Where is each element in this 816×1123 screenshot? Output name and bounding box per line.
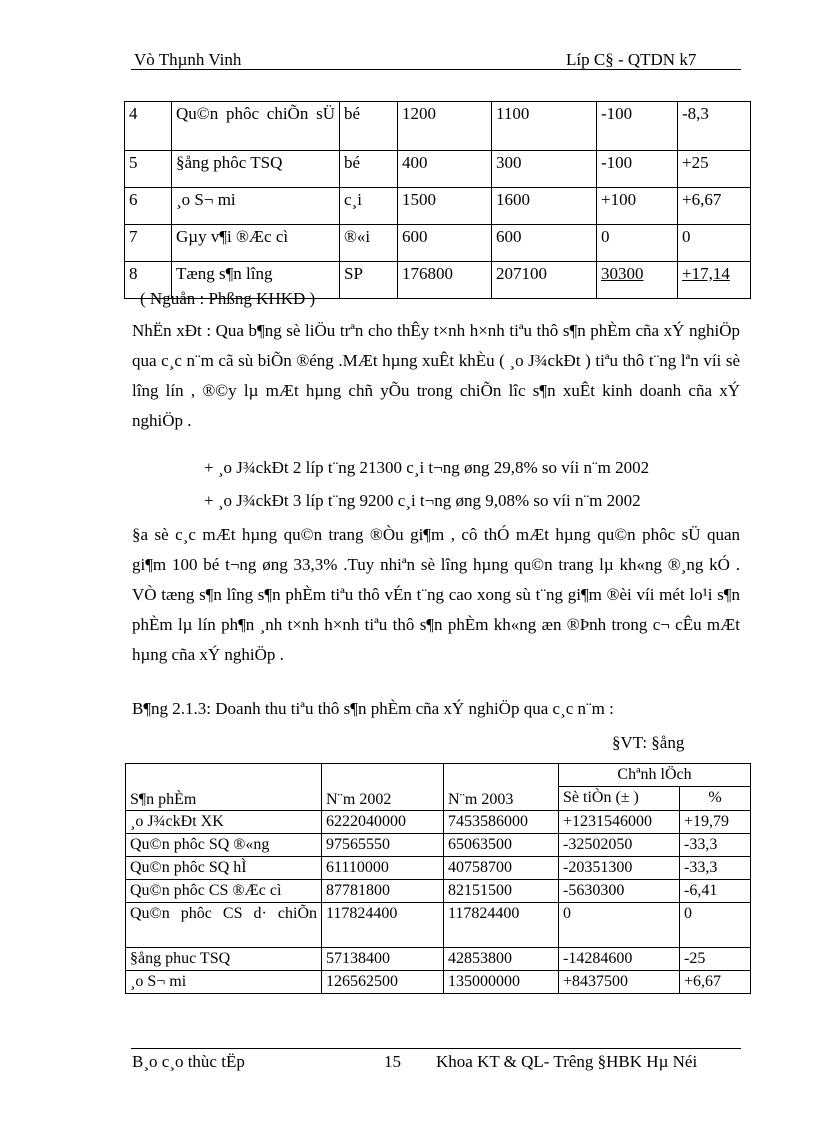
- source-note: ( Nguån : Phßng KHKD ): [140, 289, 316, 308]
- table-cell: c¸i: [340, 188, 398, 225]
- table-cell: 1100: [492, 102, 597, 151]
- table-cell: 61110000: [322, 857, 444, 880]
- table-cell: 82151500: [444, 880, 559, 903]
- table-cell: +1231546000: [559, 811, 680, 834]
- table-cell: 4: [125, 102, 172, 151]
- table-cell: [678, 262, 751, 299]
- table-cell: Qu©n phôc SQ ®«ng: [126, 834, 322, 857]
- table-row: [126, 834, 751, 857]
- table-cell: ¸o J¾ckÐt XK: [126, 811, 322, 834]
- table-cell: 400: [398, 151, 492, 188]
- table-cell: Qu©n phôc SQ hÌ: [126, 857, 322, 880]
- table-cell: -100: [597, 151, 678, 188]
- table-cell: 7453586000: [444, 811, 559, 834]
- table-cell: -20351300: [559, 857, 680, 880]
- bullet-item: + ¸o J¾ckÐt 3 líp t¨ng 9200 c¸i t¬ng øng 9,08% so víi n¨m 2002: [204, 491, 641, 510]
- header-difference: Chªnh lÖch: [559, 764, 751, 787]
- table-row: [126, 857, 751, 880]
- unit-note: §VT: §ång: [612, 733, 685, 752]
- table-cell: Qu©n phôc chiÕn sÜ: [172, 102, 340, 151]
- table-row: [126, 948, 751, 971]
- header-year-2003: N¨m 2003: [444, 764, 559, 811]
- table-cell: +6,67: [678, 188, 751, 225]
- observation-paragraph: NhËn xÐt : Qua b¶ng sè liÖu trªn cho thÊy t×nh h×nh tiªu thô s¶n phÈm cña xÝ nghiÖp qua c¸c n¨m cã sù biÕn ®éng .MÆt hµng xuÊt khÈu ( ¸o J¾ckÐt ) tiªu thô t¨ng lªn víi sè lîng lín , ®©y lµ mÆt hµng chñ yÕu trong chiÕn lîc s¶n xuÊt kinh doanh cña xÝ nghiÖp .: [132, 321, 740, 430]
- table-cell: 117824400: [322, 903, 444, 948]
- table-cell: -100: [597, 102, 678, 151]
- table-row: [125, 188, 751, 225]
- product-quantity-table: [124, 101, 751, 299]
- table-row: [126, 811, 751, 834]
- table-cell: 1500: [398, 188, 492, 225]
- header-author: Vò Thµnh Vinh: [134, 50, 242, 69]
- table-cell: §ång phuc TSQ: [126, 948, 322, 971]
- table-cell: ®«i: [340, 225, 398, 262]
- table-cell: 600: [492, 225, 597, 262]
- table-cell: 8: [125, 262, 172, 299]
- table-cell: 40758700: [444, 857, 559, 880]
- table-cell: -8,3: [678, 102, 751, 151]
- table-cell: -5630300: [559, 880, 680, 903]
- table-cell: +25: [678, 151, 751, 188]
- revenue-table: [125, 763, 751, 994]
- table-cell: -14284600: [559, 948, 680, 971]
- table-cell: -6,41: [680, 880, 751, 903]
- table-cell: Tæng s¶n lîng: [172, 262, 340, 299]
- table-cell: 600: [398, 225, 492, 262]
- header-percent: %: [680, 787, 751, 811]
- page-number: 15: [384, 1052, 401, 1071]
- table-cell: 1600: [492, 188, 597, 225]
- table-cell: 0: [680, 903, 751, 948]
- table-cell: ¸o S¬ mi: [126, 971, 322, 994]
- table-cell: 6: [125, 188, 172, 225]
- table-cell: Qu©n phôc CS ®Æc cì: [126, 880, 322, 903]
- table-cell: 117824400: [444, 903, 559, 948]
- table-cell: [597, 262, 678, 299]
- footer-institution: Khoa KT & QL- Trêng §HBK Hµ Néi: [436, 1052, 698, 1071]
- header-class: Líp C§ - QTDN k7: [566, 50, 697, 69]
- table-cell: +100: [597, 188, 678, 225]
- table-cell: -33,3: [680, 834, 751, 857]
- table-cell: -33,3: [680, 857, 751, 880]
- table-cell: Gµy v¶i ®Æc cì: [172, 225, 340, 262]
- table-cell: bé: [340, 102, 398, 151]
- table-cell: 42853800: [444, 948, 559, 971]
- table-cell: 97565550: [322, 834, 444, 857]
- table-cell: 6222040000: [322, 811, 444, 834]
- total-pct-value: +17,14: [682, 264, 730, 283]
- table-cell: §ång phôc TSQ: [172, 151, 340, 188]
- table-cell: 57138400: [322, 948, 444, 971]
- table-row: [126, 903, 751, 948]
- header-amount: Sè tiÒn (± ): [559, 787, 680, 811]
- table-cell: 1200: [398, 102, 492, 151]
- header-year-2002: N¨m 2002: [322, 764, 444, 811]
- table-cell: -32502050: [559, 834, 680, 857]
- table-row: [126, 880, 751, 903]
- table-cell: 0: [597, 225, 678, 262]
- table-cell: SP: [340, 262, 398, 299]
- table-header-row: [126, 764, 751, 787]
- table-cell: 135000000: [444, 971, 559, 994]
- table-cell: 87781800: [322, 880, 444, 903]
- table-caption: B¶ng 2.1.3: Doanh thu tiªu thô s¶n phÈm cña xÝ nghiÖp qua c¸c n¨m :: [132, 699, 614, 718]
- table-cell: 126562500: [322, 971, 444, 994]
- footer-rule: [131, 1048, 741, 1049]
- table-cell: +8437500: [559, 971, 680, 994]
- table-cell: 0: [678, 225, 751, 262]
- table-cell: 300: [492, 151, 597, 188]
- table-row: [126, 971, 751, 994]
- table-row: [125, 225, 751, 262]
- bullet-item: + ¸o J¾ckÐt 2 líp t¨ng 21300 c¸i t¬ng øng 29,8% so víi n¨m 2002: [204, 458, 650, 477]
- table-cell: ¸o S¬ mi: [172, 188, 340, 225]
- table-cell: 5: [125, 151, 172, 188]
- table-cell: 0: [559, 903, 680, 948]
- table-cell: Qu©n phôc CS d· chiÕn: [126, 903, 322, 948]
- table-cell: 7: [125, 225, 172, 262]
- table-cell: -25: [680, 948, 751, 971]
- header-product: S¶n phÈm: [126, 764, 322, 811]
- table-cell: 65063500: [444, 834, 559, 857]
- table-cell: +6,67: [680, 971, 751, 994]
- total-diff-value: 30300: [601, 264, 644, 283]
- table-row: [125, 102, 751, 151]
- table-cell: bé: [340, 151, 398, 188]
- table-cell: +19,79: [680, 811, 751, 834]
- table-cell: 176800: [398, 262, 492, 299]
- header-rule: [131, 69, 741, 70]
- table-row: [125, 151, 751, 188]
- footer-report-title: B¸o c¸o thùc tËp: [132, 1052, 245, 1071]
- analysis-paragraph: §a sè c¸c mÆt hµng qu©n trang ®Òu gi¶m , cô thÓ mÆt hµng qu©n phôc sÜ quan gi¶m 100 bé t¬ng øng 33,3% .Tuy nhiªn sè lîng hµng qu©n trang lµ kh«ng ®¸ng kÓ . VÒ tæng s¶n lîng s¶n phÈm tiªu thô vÉn t¨ng cao xong sù t¨ng gi¶m ®èi víi mét lo¹i s¶n phÈm lµ lín ph¶n ¸nh t×nh h×nh tiªu thô s¶n phÈm kh«ng æn ®Þnh trong c¬ cÊu mÆt hµng cña xÝ nghiÖp .: [132, 525, 740, 664]
- table-cell: 207100: [492, 262, 597, 299]
